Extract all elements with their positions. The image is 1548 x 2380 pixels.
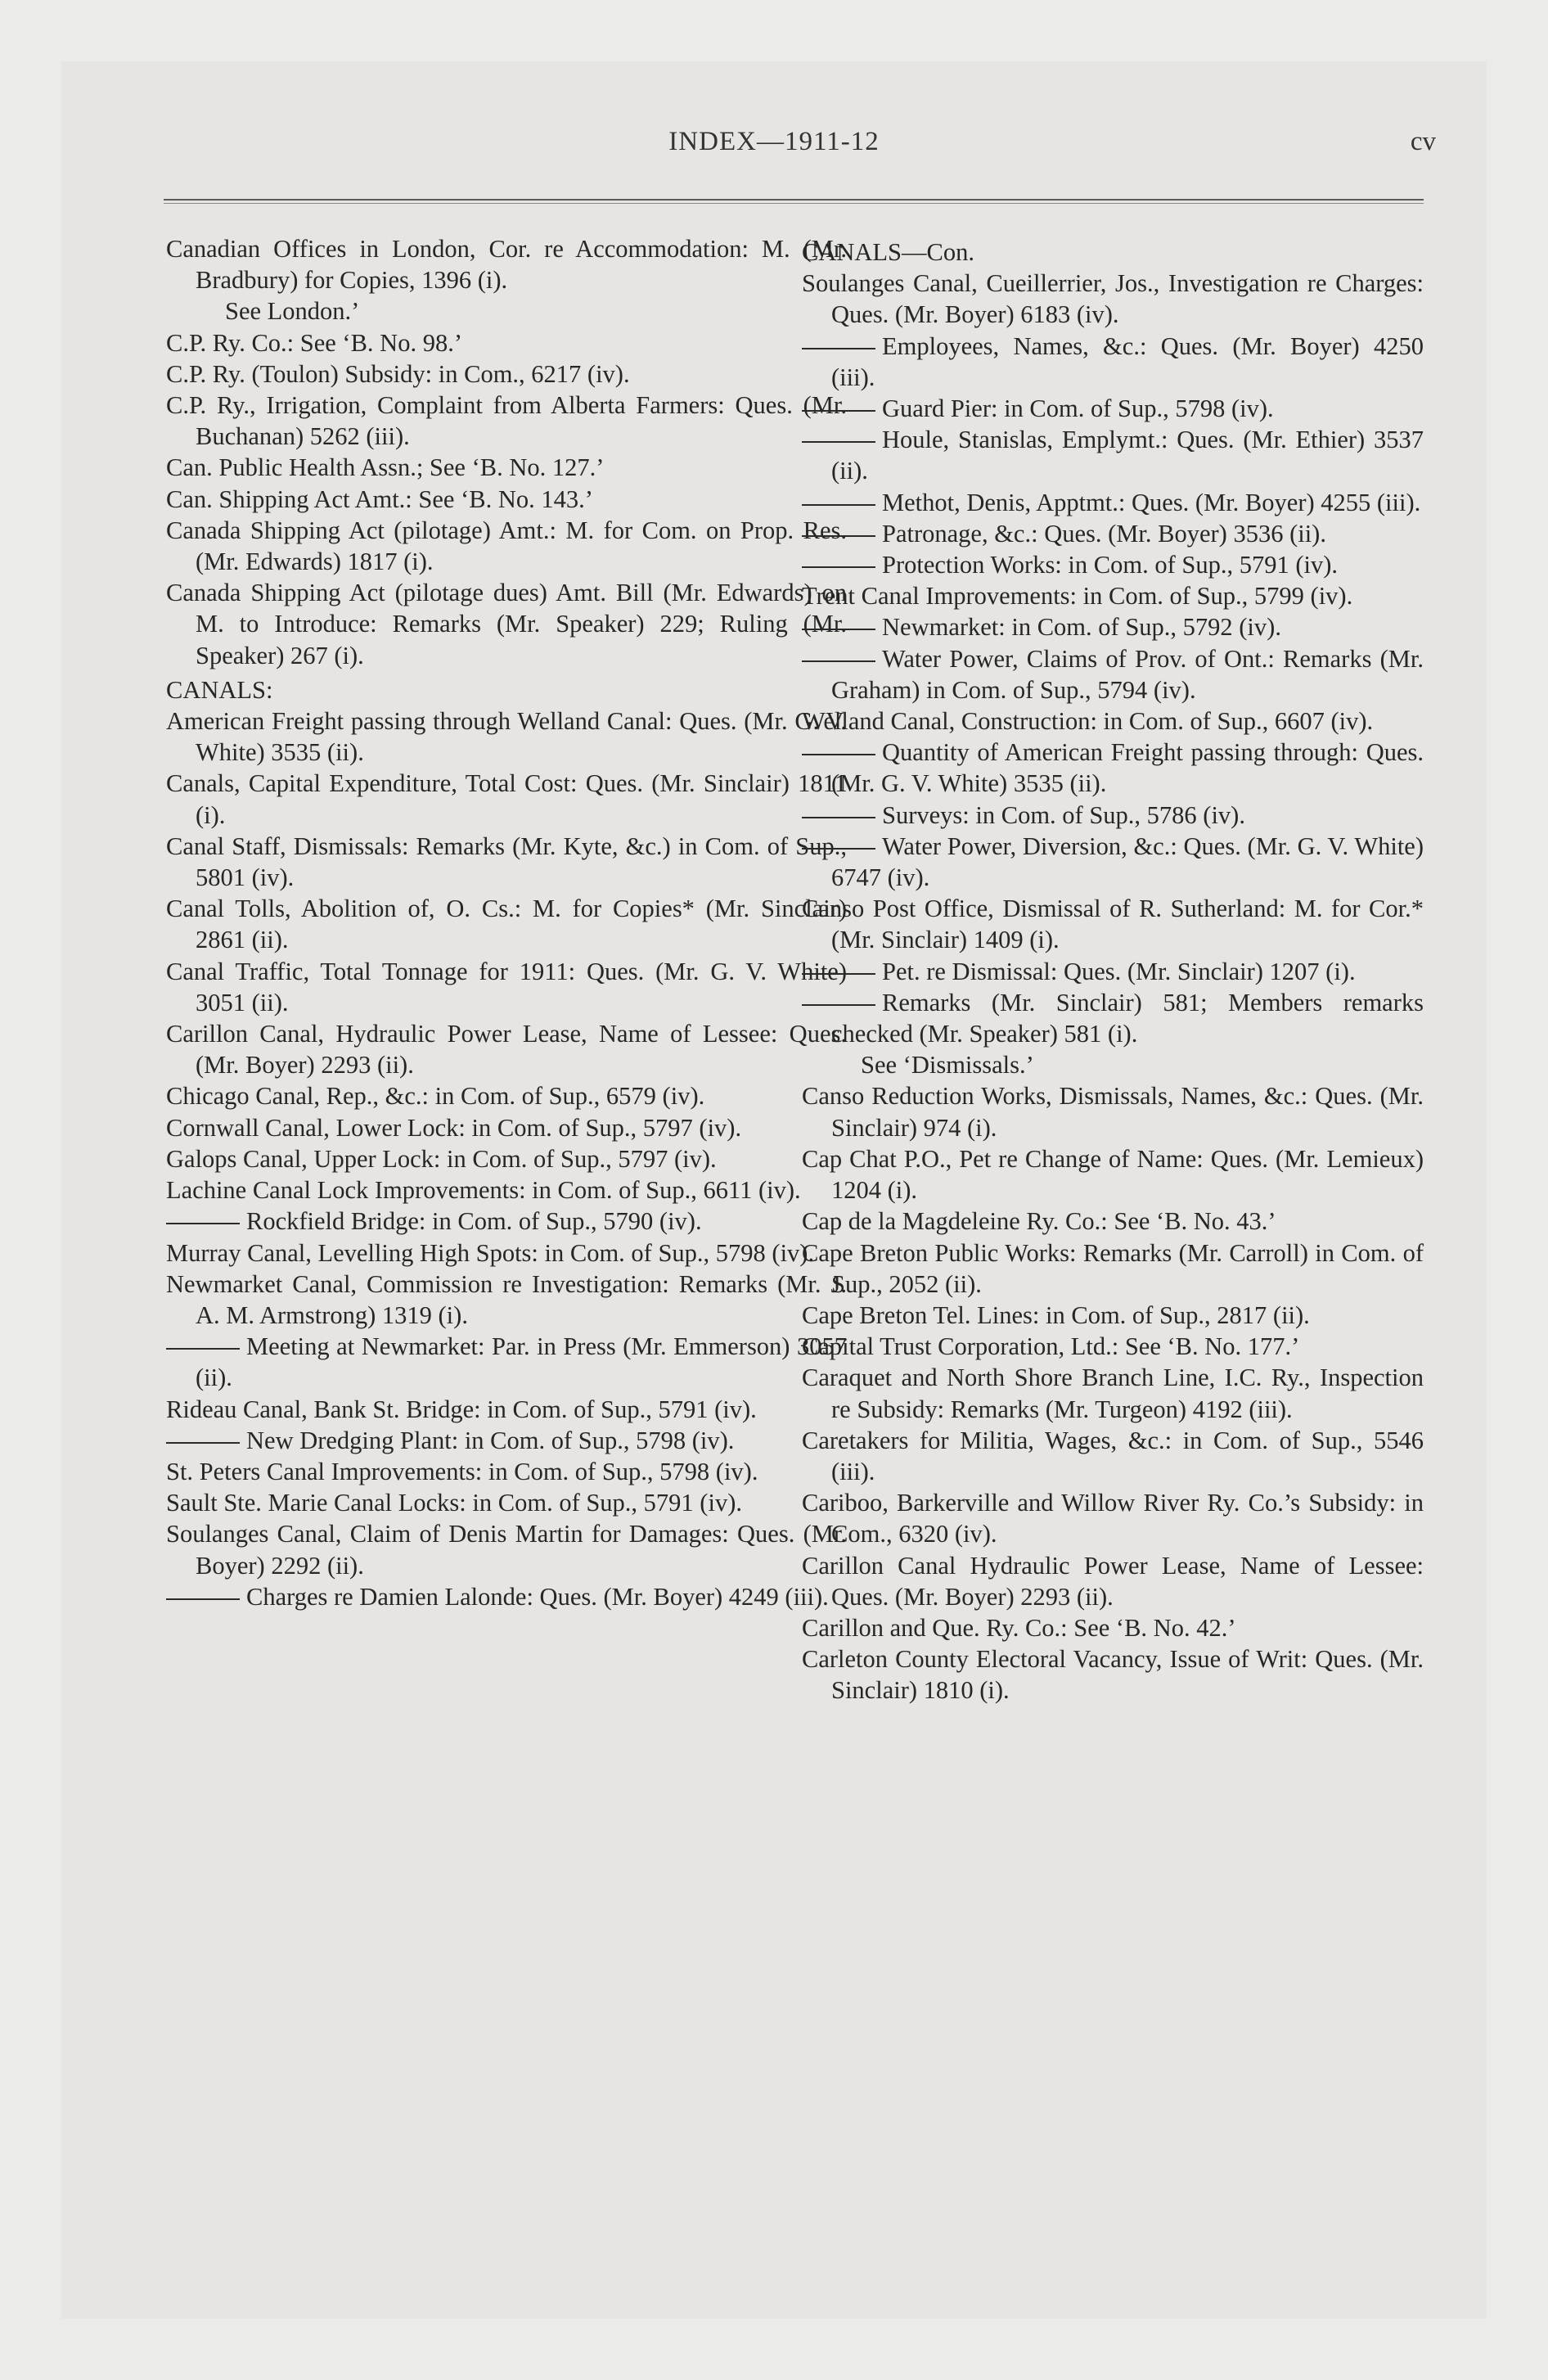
index-column-left [166,233,847,1612]
index-entry [166,1269,847,1331]
index-subentry [166,1206,847,1237]
index-subentry [802,643,1424,705]
page-header [61,127,1487,168]
index-entry [802,1362,1424,1424]
entry-text: Carillon and Que. Ry. Co.: See ‘B. No. 42.’ [802,1613,1236,1642]
entry-text: Carleton County Electoral Vacancy, Issue of Writ: Ques. (Mr. Sinclair) 1810 (i). [802,1645,1424,1705]
index-subentry [802,549,1424,580]
index-entry [802,705,1424,737]
index-page [61,61,1487,2319]
entry-text: Carillon Canal, Hydraulic Power Lease, Name of Lessee: Ques. (Mr. Boyer) 2293 (ii). [166,1020,847,1080]
entry-text: Cornwall Canal, Lower Lock: in Com. of Sup., 5797 (iv). [166,1113,742,1142]
ditto-dash [802,441,875,443]
entry-text: Charges re Damien Lalonde: Ques. (Mr. Boyer) 4249 (iii). [246,1582,829,1611]
ditto-dash [166,1348,240,1350]
index-subentry [802,831,1424,893]
index-column-right [802,233,1424,1706]
index-subentry [802,956,1424,987]
entry-text: Cariboo, Barkerville and Willow River Ry. Co.’s Subsidy: in Com., 6320 (iv). [802,1489,1424,1548]
index-subentry [802,611,1424,642]
entry-text: American Freight passing through Welland Canal: Ques. (Mr. G. V. White) 3535 (ii). [166,707,847,767]
index-subentry [802,800,1424,831]
index-entry [802,1080,1424,1143]
index-entry [802,1550,1424,1612]
index-subentry [166,1581,847,1612]
entry-text: Canals, Capital Expenditure, Total Cost: Ques. (Mr. Sinclair) 1811 (i). [166,769,847,829]
entry-text: Soulanges Canal, Claim of Denis Martin for Damages: Ques. (Mr. Boyer) 2292 (ii). [166,1520,847,1580]
index-entry [166,577,847,671]
entry-text: Cap Chat P.O., Pet re Change of Name: Ques. (Mr. Lemieux) 1204 (i). [802,1144,1424,1205]
entry-text: Sault Ste. Marie Canal Locks: in Com. of Sup., 5791 (iv). [166,1489,742,1517]
index-entry [802,1425,1424,1487]
index-subentry [166,1425,847,1456]
entry-text: Can. Public Health Assn.; See ‘B. No. 127.’ [166,453,605,482]
ditto-dash [802,504,875,506]
page-title: INDEX—1911-12 [668,127,880,156]
index-entry [166,831,847,893]
entry-text: Capital Trust Corporation, Ltd.: See ‘B. No. 177.’ [802,1332,1300,1361]
entry-text: Canal Tolls, Abolition of, O. Cs.: M. for Copies* (Mr. Sinclair) 2861 (ii). [166,895,847,954]
ditto-dash [802,1004,875,1006]
index-entry [802,268,1424,330]
index-entry [166,1237,847,1269]
entry-text: See London.’ [225,297,360,326]
index-entry [802,580,1424,611]
index-entry [166,233,847,295]
cross-reference [802,1049,1424,1080]
ditto-dash [166,1442,240,1444]
entry-text: Water Power, Diversion, &c.: Ques. (Mr. G. V. White) 6747 (iv). [831,832,1424,892]
index-entry [166,1518,847,1580]
index-entry [166,327,847,358]
index-entry [166,768,847,830]
page-number: cv [1410,127,1436,156]
index-entry [166,1112,847,1143]
entry-text: Rockfield Bridge: in Com. of Sup., 5790 (iv). [246,1207,702,1236]
header-rule [164,199,1424,204]
entry-text: Canadian Offices in London, Cor. re Accommodation: M. (Mr. Bradbury) for Copies, 1396 (i). [166,235,847,295]
index-entry [802,1331,1424,1362]
index-entry [802,1143,1424,1206]
entry-text: Chicago Canal, Rep., &c.: in Com. of Sup., 6579 (iv). [166,1082,705,1111]
index-entry [166,1080,847,1111]
ditto-dash [802,754,875,755]
entry-text: Lachine Canal Lock Improvements: in Com. of Sup., 6611 (iv). [166,1176,801,1205]
index-entry [802,1643,1424,1706]
index-entry [166,452,847,483]
index-entry [802,1206,1424,1237]
ditto-dash [166,1223,240,1224]
index-entry [166,390,847,452]
entry-text: Canso Post Office, Dismissal of R. Sutherland: M. for Cor.* (Mr. Sinclair) 1409 (i). [802,895,1424,954]
index-subentry [166,1331,847,1393]
entry-text: C.P. Ry., Irrigation, Complaint from Alberta Farmers: Ques. (Mr. Buchanan) 5262 (iii). [166,391,847,451]
entry-text: Canso Reduction Works, Dismissals, Names, &c.: Ques. (Mr. Sinclair) 974 (i). [802,1082,1424,1142]
index-entry [166,956,847,1018]
section-heading [166,674,847,705]
entry-text: Newmarket Canal, Commission re Investigation: Remarks (Mr. J. A. M. Armstrong) 1319 (i). [166,1269,847,1329]
entry-text: C.P. Ry. Co.: See ‘B. No. 98.’ [166,328,462,357]
entry-text: Methot, Denis, Apptmt.: Ques. (Mr. Boyer) 4255 (iii). [882,488,1421,516]
entry-text: Cape Breton Public Works: Remarks (Mr. Carroll) in Com. of Sup., 2052 (ii). [802,1238,1424,1298]
index-entry [166,893,847,955]
entry-text: CANALS: [166,675,273,704]
index-entry [166,515,847,577]
entry-text: Cap de la Magdeleine Ry. Co.: See ‘B. No. 43.’ [802,1207,1276,1236]
entry-text: Rideau Canal, Bank St. Bridge: in Com. of Sup., 5791 (iv). [166,1395,757,1423]
entry-text: Trent Canal Improvements: in Com. of Sup., 5799 (iv). [802,582,1353,611]
entry-text: Surveys: in Com. of Sup., 5786 (iv). [882,800,1245,829]
index-subentry [802,393,1424,424]
entry-text: Remarks (Mr. Sinclair) 581; Members remarks checked (Mr. Speaker) 581 (i). [831,988,1424,1048]
entry-text: Newmarket: in Com. of Sup., 5792 (iv). [882,613,1281,642]
index-entry [166,1174,847,1206]
entry-text: Caraquet and North Shore Branch Line, I.C. Ry., Inspection re Subsidy: Remarks (Mr. Turgeon) 4192 (iii). [802,1364,1424,1423]
ditto-dash [802,535,875,537]
entry-text: Soulanges Canal, Cueillerrier, Jos., Investigation re Charges: Ques. (Mr. Boyer) 6183 (iv). [802,269,1424,329]
index-entry [166,358,847,390]
index-entry [166,1456,847,1487]
ditto-dash [802,660,875,662]
entry-text: New Dredging Plant: in Com. of Sup., 5798 (iv). [246,1426,735,1454]
entry-text: Caretakers for Militia, Wages, &c.: in Com. of Sup., 5546 (iii). [802,1426,1424,1485]
index-subentry [802,987,1424,1049]
entry-text: Patronage, &c.: Ques. (Mr. Boyer) 3536 (ii). [882,519,1326,548]
entry-text: Carillon Canal Hydraulic Power Lease, Name of Lessee: Ques. (Mr. Boyer) 2293 (ii). [802,1551,1424,1611]
entry-text: CANALS—Con. [802,238,974,266]
entry-text: See ‘Dismissals.’ [861,1051,1034,1080]
index-entry [802,1300,1424,1331]
index-entry [166,1487,847,1518]
section-heading [802,237,1424,268]
entry-text: Pet. re Dismissal: Ques. (Mr. Sinclair) 1207 (i). [882,957,1356,985]
entry-text: Employees, Names, &c.: Ques. (Mr. Boyer) 4250 (iii). [831,331,1424,391]
entry-text: Canal Traffic, Total Tonnage for 1911: Ques. (Mr. G. V. White) 3051 (ii). [166,957,847,1016]
entry-text: Water Power, Claims of Prov. of Ont.: Remarks (Mr. Graham) in Com. of Sup., 5794 (iv). [831,644,1424,704]
entry-text: Guard Pier: in Com. of Sup., 5798 (iv). [882,394,1274,423]
ditto-dash [802,629,875,630]
index-entry [802,1612,1424,1643]
entry-text: St. Peters Canal Improvements: in Com. of Sup., 5798 (iv). [166,1457,758,1485]
ditto-dash [802,848,875,850]
ditto-dash [802,817,875,818]
ditto-dash [802,348,875,349]
index-entry [166,484,847,515]
index-entry [166,1143,847,1174]
entry-text: Cape Breton Tel. Lines: in Com. of Sup., 2817 (ii). [802,1300,1310,1329]
index-entry [166,1394,847,1425]
ditto-dash [166,1598,240,1600]
index-entry [166,1018,847,1080]
entry-text: Houle, Stanislas, Emplymt.: Ques. (Mr. Ethier) 3537 (ii). [831,426,1424,485]
entry-text: Canada Shipping Act (pilotage dues) Amt. Bill (Mr. Edwards) on M. to Introduce: Remarks (Mr. Speaker) 229; Ruling (Mr. Speaker) 267 (i). [166,579,847,669]
entry-text: Canada Shipping Act (pilotage) Amt.: M. for Com. on Prop. Res. (Mr. Edwards) 1817 (i). [166,516,847,576]
index-entry [802,1237,1424,1300]
index-subentry [802,737,1424,799]
index-subentry [802,424,1424,486]
entry-text: Meeting at Newmarket: Par. in Press (Mr. Emmerson) 3057 (ii). [196,1332,847,1392]
index-entry [802,893,1424,955]
ditto-dash [802,566,875,568]
index-entry [802,1487,1424,1549]
entry-text: Quantity of American Freight passing through: Ques. (Mr. G. V. White) 3535 (ii). [831,738,1424,798]
index-subentry [802,518,1424,549]
index-entry [166,705,847,768]
entry-text: Murray Canal, Levelling High Spots: in Com. of Sup., 5798 (iv). [166,1238,815,1267]
cross-reference [166,295,847,327]
entry-text: C.P. Ry. (Toulon) Subsidy: in Com., 6217 (iv). [166,359,630,388]
entry-text: Canal Staff, Dismissals: Remarks (Mr. Kyte, &c.) in Com. of Sup., 5801 (iv). [166,832,847,892]
entry-text: Welland Canal, Construction: in Com. of Sup., 6607 (iv). [802,707,1374,736]
index-subentry [802,331,1424,393]
entry-text: Can. Shipping Act Amt.: See ‘B. No. 143.’ [166,485,593,513]
ditto-dash [802,973,875,975]
entry-text: Galops Canal, Upper Lock: in Com. of Sup., 5797 (iv). [166,1144,717,1173]
ditto-dash [802,410,875,412]
entry-text: Protection Works: in Com. of Sup., 5791 (iv). [882,551,1338,579]
index-subentry [802,487,1424,518]
